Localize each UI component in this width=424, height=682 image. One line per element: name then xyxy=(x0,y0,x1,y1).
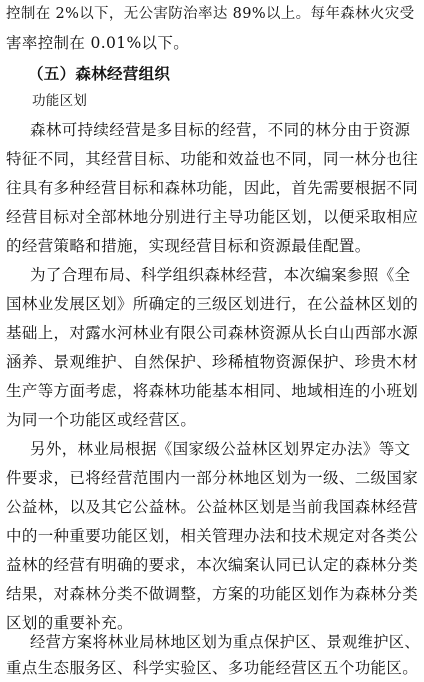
paragraph-2-line-1: 为了合理布局、科学组织森林经营，本次编案参照《全 xyxy=(30,266,411,284)
paragraph-2-line-5: 生产等方面考虑，将森林功能基本相同、地域相连的小班划 xyxy=(6,382,419,400)
paragraph-3-line-1: 另外，林业局根据《国家级公益林区划界定办法》等文 xyxy=(30,440,411,458)
paragraph-2-line-3: 基础上，对露水河林业有限公司森林资源从长白山西部水源 xyxy=(6,324,419,342)
paragraph-3-line-5: 益林的经营有明确的要求，本次编案认同已认定的森林分类 xyxy=(6,556,419,574)
paragraph-1-line-1: 森林可持续经营是多目标的经营，不同的林分由于资源 xyxy=(30,121,411,139)
paragraph-3-line-4: 中的一种重要功能区划，相关管理办法和技术规定对各类公 xyxy=(6,527,419,545)
paragraph-4-line-1: 经营方案将林业局林地区划为重点保护区、景观维护区、 xyxy=(30,633,420,651)
paragraph-3-line-6: 结果，对森林分类不做调整，方案的功能区划作为森林分类 xyxy=(6,585,419,603)
subheading: 功能区划 xyxy=(32,93,88,109)
paragraph-1-line-3: 往具有多种经营目标和森林功能，因此，首先需要根据不同 xyxy=(6,179,419,197)
section-heading: （五）森林经营组织 xyxy=(28,65,171,83)
paragraph-2-line-6: 为同一个功能区或经营区。 xyxy=(6,411,197,429)
paragraph-1-line-2: 特征不同，其经营目标、功能和效益也不同，同一林分也往 xyxy=(6,150,419,168)
intro-line-1: 控制在 2%以下，无公害防治率达 89%以上。每年森林火灾受 xyxy=(6,6,415,22)
paragraph-3-line-2: 件要求，已将经营范围内一部分林地区划为一级、二级国家 xyxy=(6,469,419,487)
paragraph-3-line-7: 区划的重要补充。 xyxy=(6,614,133,632)
paragraph-4-line-2: 重点生态服务区、科学实验区、多功能经营区五个功能区。 xyxy=(6,659,419,677)
paragraph-2-line-4: 涵养、景观维护、自然保护、珍稀植物资源保护、珍贵木材 xyxy=(6,353,419,371)
paragraph-3-line-3: 公益林，以及其它公益林。公益林区划是当前我国森林经营 xyxy=(6,498,419,516)
paragraph-1-line-4: 经营目标对全部林地分别进行主导功能区划，以便采取相应 xyxy=(6,208,419,226)
paragraph-2-line-2: 国林业发展区划》所确定的三级区划进行，在公益林区划的 xyxy=(6,295,419,313)
paragraph-1-line-5: 的经营策略和措施，实现经营目标和资源最佳配置。 xyxy=(6,237,371,255)
intro-line-2: 害率控制在 0.01%以下。 xyxy=(6,34,190,52)
